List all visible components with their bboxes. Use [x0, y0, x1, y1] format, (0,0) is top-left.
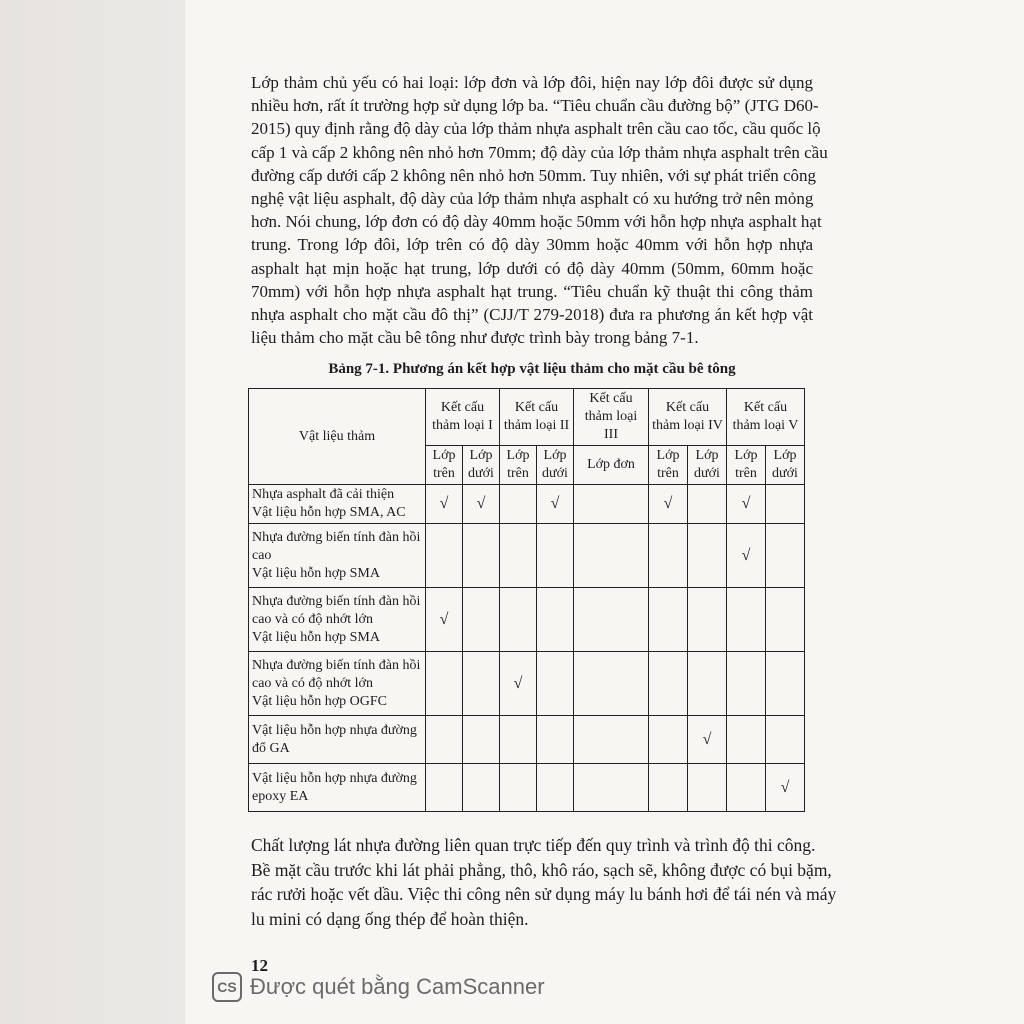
material-line: epoxy EA — [252, 788, 309, 804]
page-number: 12 — [251, 956, 268, 975]
check-mark-cell: √ — [537, 485, 574, 524]
table-row — [249, 764, 805, 812]
material-line: Nhựa đường biến tính đàn hồi — [252, 593, 421, 609]
structure-type-header: Kết cấu thảm loại I — [426, 389, 500, 446]
intro-line: hơn. Nói chung, lớp đơn có độ dày 40mm hoặc 50mm với hỗn hợp nhựa asphalt hạt — [251, 212, 822, 232]
empty-cell — [649, 524, 688, 588]
scan-background — [0, 0, 185, 1024]
intro-line: liệu thảm cho mặt cầu bê tông như được trình bày trong bảng 7-1. — [251, 328, 699, 348]
material-line: Vật liệu hỗn hợp nhựa đường — [252, 770, 417, 786]
empty-cell — [688, 588, 727, 652]
intro-line: Lớp thảm chủ yếu có hai loại: lớp đơn và lớp đôi, hiện nay lớp đôi được sử dụng — [251, 73, 813, 92]
check-mark-cell: √ — [688, 716, 727, 764]
table-row — [249, 716, 805, 764]
empty-cell — [500, 524, 537, 588]
material-cell — [249, 524, 426, 588]
table-row — [249, 588, 805, 652]
empty-cell — [463, 524, 500, 588]
material-cell — [249, 764, 426, 812]
intro-line: cấp 1 và cấp 2 không nên nhỏ hơn 70mm; độ dày của lớp thảm nhựa asphalt trên cầu — [251, 142, 828, 162]
material-line: Nhựa đường biến tính đàn hồi — [252, 657, 421, 673]
structure-type-header: Kết cấu thảm loại V — [727, 389, 805, 446]
empty-cell — [766, 524, 805, 588]
material-line: Vật liệu hỗn hợp SMA — [252, 565, 380, 581]
check-mark-cell: √ — [426, 588, 463, 652]
empty-cell — [574, 652, 649, 716]
structure-type-header: Kết cấu thảm loại IV — [649, 389, 727, 446]
check-mark-cell: √ — [766, 764, 805, 812]
camscanner-watermark — [212, 971, 545, 1003]
material-line: Vật liệu hỗn hợp nhựa đường — [252, 722, 417, 738]
layer-header: Lớp dưới — [766, 446, 805, 485]
material-cell — [249, 588, 426, 652]
empty-cell — [463, 764, 500, 812]
empty-cell — [426, 524, 463, 588]
intro-line: nghệ vật liệu asphalt, độ dày của lớp thảm nhựa asphalt có xu hướng trở nên mỏng — [251, 189, 814, 209]
layer-header: Lớp trên — [500, 446, 537, 485]
empty-cell — [574, 588, 649, 652]
table-caption: Bảng 7-1. Phương án kết hợp vật liệu thảm cho mặt cầu bê tông — [328, 361, 736, 377]
empty-cell — [537, 652, 574, 716]
layer-header: Lớp đơn — [574, 446, 649, 485]
material-line: đổ GA — [252, 740, 290, 756]
material-line: Nhựa asphalt đã cải thiện — [252, 487, 395, 502]
empty-cell — [727, 764, 766, 812]
empty-cell — [766, 652, 805, 716]
check-mark-cell: √ — [463, 485, 500, 524]
empty-cell — [688, 524, 727, 588]
watermark-text: Được quét bằng CamScanner — [250, 974, 545, 999]
empty-cell — [766, 716, 805, 764]
empty-cell — [426, 764, 463, 812]
empty-cell — [500, 588, 537, 652]
empty-cell — [649, 588, 688, 652]
empty-cell — [574, 524, 649, 588]
empty-cell — [500, 485, 537, 524]
layer-header: Lớp dưới — [463, 446, 500, 485]
empty-cell — [688, 652, 727, 716]
empty-cell — [574, 485, 649, 524]
layer-header: Lớp trên — [727, 446, 766, 485]
empty-cell — [688, 764, 727, 812]
layer-header: Lớp dưới — [688, 446, 727, 485]
material-line: cao và có độ nhớt lớn — [252, 611, 373, 627]
empty-cell — [500, 764, 537, 812]
paragraph-construction — [251, 833, 837, 931]
empty-cell — [688, 485, 727, 524]
material-cell — [249, 485, 426, 524]
empty-cell — [649, 764, 688, 812]
check-mark-cell: √ — [727, 524, 766, 588]
check-mark-cell: √ — [500, 652, 537, 716]
material-line: Nhựa đường biến tính đàn hồi — [252, 529, 421, 545]
material-cell — [249, 716, 426, 764]
intro-line: trung. Trong lớp đôi, lớp trên có độ dày 30mm hoặc 40mm với hỗn hợp nhựa — [251, 235, 813, 255]
intro-line: nhiều hơn, rất ít trường hợp sử dụng lớp ba. “Tiêu chuẩn cầu đường bộ” (JTG D60- — [251, 96, 819, 116]
empty-cell — [537, 716, 574, 764]
construction-line: rác rưởi hoặc vết dầu. Việc thi công nên sử dụng máy lu bánh hơi để tái nén và máy — [251, 884, 837, 904]
empty-cell — [766, 588, 805, 652]
structure-type-header: Kết cấu thảm loại III — [574, 389, 649, 446]
empty-cell — [766, 485, 805, 524]
empty-cell — [463, 588, 500, 652]
material-line: cao — [252, 547, 272, 563]
check-mark-cell: √ — [727, 485, 766, 524]
empty-cell — [649, 716, 688, 764]
layer-header: Lớp trên — [426, 446, 463, 485]
empty-cell — [649, 652, 688, 716]
intro-line: 70mm) với hỗn hợp nhựa asphalt hạt trung. “Tiêu chuẩn kỹ thuật thi công thảm — [251, 281, 813, 301]
table-row — [249, 652, 805, 716]
camscanner-logo-icon: CS — [212, 972, 242, 1002]
header-row-groups — [249, 389, 805, 446]
empty-cell — [727, 652, 766, 716]
construction-line: Chất lượng lát nhựa đường liên quan trực tiếp đến quy trình và trình độ thi công. — [251, 835, 816, 855]
material-line: Vật liệu hỗn hợp SMA — [252, 629, 380, 645]
empty-cell — [463, 716, 500, 764]
material-combination-table — [248, 388, 805, 812]
empty-cell — [727, 716, 766, 764]
empty-cell — [463, 652, 500, 716]
table-row — [249, 485, 805, 524]
empty-cell — [426, 716, 463, 764]
paragraph-intro — [251, 71, 828, 349]
construction-line: lu mini có dạng ống thép để hoàn thiện. — [251, 908, 529, 929]
empty-cell — [537, 524, 574, 588]
table-corner-header: Vật liệu thảm — [249, 389, 426, 485]
empty-cell — [500, 716, 537, 764]
table-row — [249, 524, 805, 588]
intro-line: 2015) quy định rằng độ dày của lớp thảm nhựa asphalt trên cầu cao tốc, cầu quốc lộ — [251, 119, 821, 139]
layer-header: Lớp dưới — [537, 446, 574, 485]
empty-cell — [537, 764, 574, 812]
intro-line: đường cấp dưới cấp 2 không nên nhỏ hơn 50mm. Tuy nhiên, với sự phát triển công — [251, 165, 817, 185]
layer-header: Lớp trên — [649, 446, 688, 485]
empty-cell — [537, 588, 574, 652]
empty-cell — [574, 764, 649, 812]
empty-cell — [574, 716, 649, 764]
empty-cell — [426, 652, 463, 716]
material-line: Vật liệu hỗn hợp OGFC — [252, 693, 387, 709]
construction-line: Bề mặt cầu trước khi lát phải phẳng, thô, khô ráo, sạch sẽ, không được có bụi bặm, — [251, 859, 832, 880]
intro-line: asphalt hạt mịn hoặc hạt trung, lớp dưới có độ dày 40mm (50mm, 60mm hoặc — [251, 258, 813, 278]
material-cell — [249, 652, 426, 716]
check-mark-cell: √ — [426, 485, 463, 524]
empty-cell — [727, 588, 766, 652]
structure-type-header: Kết cấu thảm loại II — [500, 389, 574, 446]
intro-line: nhựa asphalt cho mặt cầu đô thị” (CJJ/T 279-2018) đưa ra phương án kết hợp vật — [251, 305, 813, 325]
material-line: cao và có độ nhớt lớn — [252, 675, 373, 691]
check-mark-cell: √ — [649, 485, 688, 524]
material-line: Vật liệu hỗn hợp SMA, AC — [252, 505, 406, 520]
